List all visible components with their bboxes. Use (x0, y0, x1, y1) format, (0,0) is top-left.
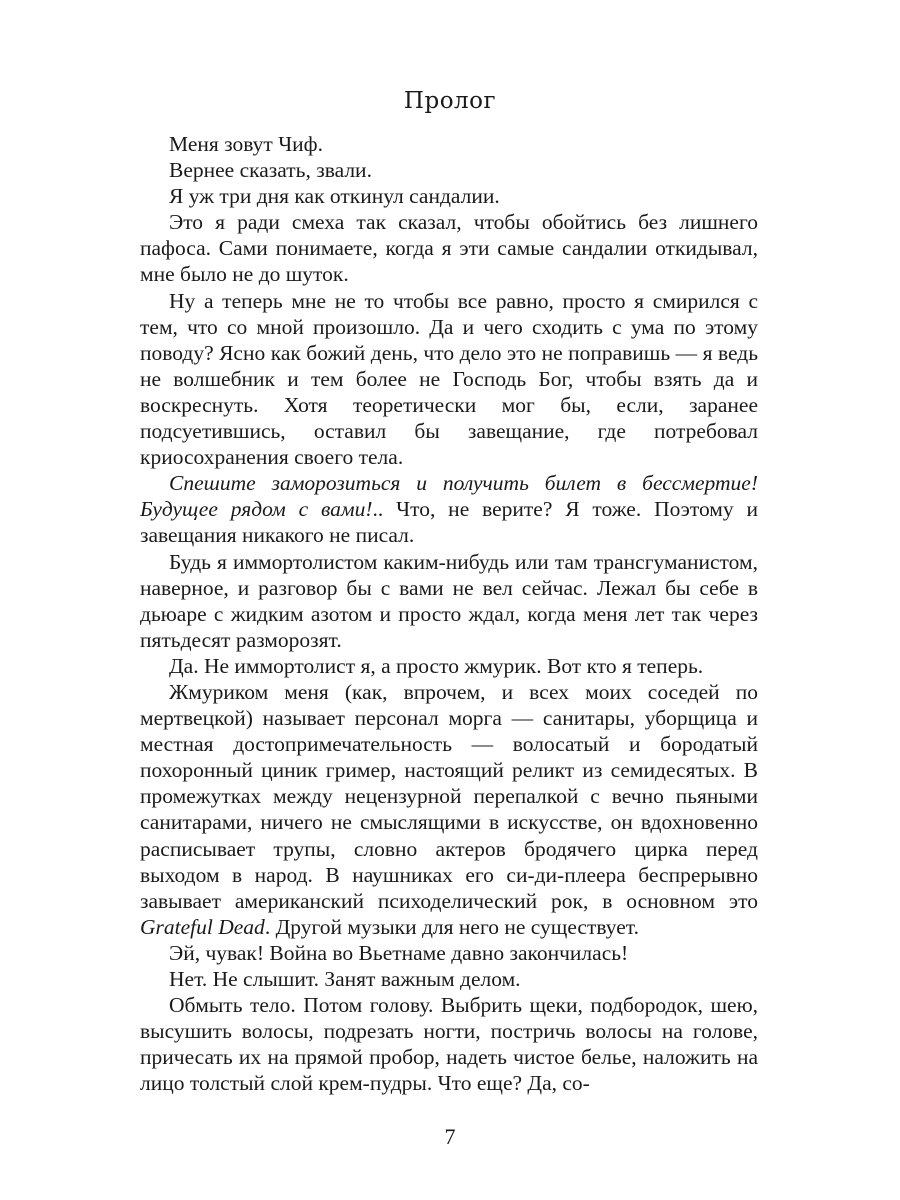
paragraph-text: . Другой музыки для него не существует. (264, 914, 639, 939)
paragraph-text: Жмуриком меня (как, впрочем, и всех моих соседей по мертвецкой) называет персонал морга — санитары, уборщица и местная достопримечательность — волосатый и бородатый похоронный циник гример, настоящий реликт из семидесятых. В промежутках между нецензурной перепалкой с вечно пьяными санитарами, ничего не смыслящими в искусстве, он вдохновенно расписывает трупы, словно актеров бродячего цирка перед выходом в народ. В наушниках его си-ди-плеера беспрерывно завывает американский психоделический рок, в основном это (140, 679, 758, 913)
paragraph (140, 679, 758, 940)
chapter-title: Пролог (403, 88, 497, 114)
paragraph: Нет. Не слышит. Занят важным делом. (169, 967, 521, 991)
paragraph: Ну а теперь мне не то чтобы все равно, просто я смирился с тем, что со мной произошло. Да и чего сходить с ума по этому поводу? Ясно как божий день, что дело это не поправишь — я ведь не волшебник и тем более не Господь Бог, чтобы взять да и воскреснуть. Хотя теоретически мог бы, если, заранее подсуетившись, оставил бы завещание, где потребовал криосохранения своего тела. (140, 288, 758, 470)
paragraph (140, 470, 758, 548)
page-number: 7 (444, 1124, 456, 1149)
paragraph: Да. Не иммортолист я, а просто жмурик. Вот кто я теперь. (169, 653, 704, 678)
italic-text: Grateful Dead (140, 914, 265, 939)
paragraph: Меня зовут Чиф. (169, 132, 323, 156)
paragraph: Это я ради смеха так сказал, чтобы обойтись без лишнего пафоса. Сами понимаете, когда я эти самые сандалии откидывал, мне было не до шуток. (140, 210, 758, 287)
paragraph: Эй, чувак! Война во Вьетнаме давно закончилась! (169, 940, 629, 965)
italic-text: Спешите заморозиться и получить билет в бессмертие! Будущее рядом с вами! (140, 471, 758, 522)
paragraph: Вернее сказать, звали. (169, 158, 372, 183)
page-body (140, 131, 758, 1096)
paragraph: Обмыть тело. Потом голову. Выбрить щеки, подбородок, шею, высушить волосы, подрезать ногти, постричь волосы на голове, причесать их на прямой пробор, надеть чистое белье, наложить на лицо толстый слой крем-пудры. Что еще? Да, со- (140, 993, 758, 1096)
paragraph: Будь я иммортолистом каким-нибудь или там трансгуманистом, наверное, и разговор бы с вами не вел сейчас. Лежал бы себе в дьюаре с жидким азотом и просто ждал, когда меня лет так через пятьдесят разморозят. (140, 549, 758, 652)
paragraph: Я уж три дня как откинул сандалии. (169, 184, 500, 209)
paragraph-text: .. Что, не верите? Я тоже. Поэтому и завещания никакого не писал. (140, 497, 758, 548)
